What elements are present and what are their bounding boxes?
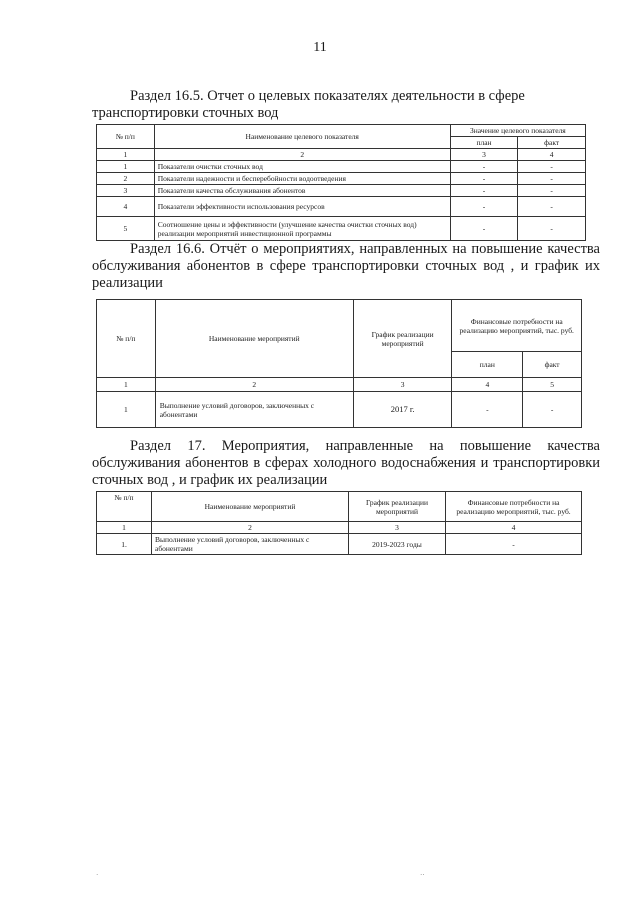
service-quality-measures-table (96, 299, 582, 428)
row-num: 4 (97, 197, 155, 217)
scan-mark: ·· (420, 871, 425, 879)
row-num: 2 (97, 173, 155, 185)
row-num: 1 (97, 161, 155, 173)
col-header-finance: Финансовые потребности на реализацию мероприятий, тыс. руб. (446, 492, 582, 522)
row-num: 1. (97, 534, 152, 555)
index-cell: 3 (353, 378, 452, 392)
col-header-name: Наименование мероприятий (155, 300, 353, 378)
row-fact: - (518, 185, 586, 197)
section-17-title-text: Раздел 17. Мероприятия, направленные на повышение качества обслуживания абонентов в сферах холодного водоснабжения и транспортировки сточных вод , и график их реализации (92, 438, 600, 488)
row-plan: - (450, 197, 518, 217)
row-name: Показатели качества обслуживания абонентов (154, 185, 450, 197)
table-row (97, 534, 582, 555)
scan-mark: · (96, 871, 99, 879)
col-header-num: № п/п (97, 125, 155, 149)
col-header-value: Значение целевого показателя (450, 125, 585, 137)
target-indicators-table (96, 124, 586, 241)
row-plan: - (450, 161, 518, 173)
index-row (97, 522, 582, 534)
col-header-name: Наименование целевого показателя (154, 125, 450, 149)
section-16-5-title (92, 88, 600, 122)
col-header-num: № п/п (97, 300, 156, 378)
row-fact: - (518, 161, 586, 173)
row-name: Показатели эффективности использования ресурсов (154, 197, 450, 217)
index-cell: 3 (450, 149, 518, 161)
section-16-5-title-line1: Раздел 16.5. Отчет о целевых показателях деятельности в сфере (130, 88, 525, 104)
row-plan: - (450, 217, 518, 241)
section-16-6-title (92, 241, 600, 292)
index-cell: 2 (154, 149, 450, 161)
row-num: 3 (97, 185, 155, 197)
col-header-name: Наименование мероприятий (152, 492, 349, 522)
col-header-finance: Финансовые потребности на реализацию мероприятий, тыс. руб. (452, 300, 582, 352)
index-cell: 1 (97, 149, 155, 161)
section-16-6-title-text: Раздел 16.6. Отчёт о мероприятиях, направленных на повышение качества обслуживания абонентов в сфере транспортировки сточных вод , и график их реализации (92, 241, 600, 291)
index-row (97, 149, 586, 161)
row-schedule: 2019-2023 годы (349, 534, 446, 555)
col-header-fact: факт (518, 137, 586, 149)
page-number: 11 (313, 40, 327, 55)
row-name: Соотношение цены и эффективности (улучшение качества очистки сточных вод) реализации мероприятий инвестиционной программы (154, 217, 450, 241)
col-header-plan: план (452, 352, 523, 378)
index-cell: 1 (97, 522, 152, 534)
table-row (97, 197, 586, 217)
row-schedule: 2017 г. (353, 392, 452, 428)
section-17-title (92, 438, 600, 489)
row-fact: - (518, 173, 586, 185)
row-plan: - (452, 392, 523, 428)
row-name: Выполнение условий договоров, заключенных с абонентами (152, 534, 349, 555)
row-plan: - (450, 173, 518, 185)
table-row (97, 185, 586, 197)
col-header-num: № п/п (97, 492, 152, 522)
index-cell: 4 (518, 149, 586, 161)
index-row (97, 378, 582, 392)
col-header-schedule: График реализации мероприятий (349, 492, 446, 522)
index-cell: 3 (349, 522, 446, 534)
row-num: 1 (97, 392, 156, 428)
row-name: Показатели надежности и бесперебойности водоотведения (154, 173, 450, 185)
index-cell: 1 (97, 378, 156, 392)
row-num: 5 (97, 217, 155, 241)
row-name: Показатели очистки сточных вод (154, 161, 450, 173)
table-row (97, 392, 582, 428)
row-fact: - (523, 392, 582, 428)
col-header-plan: план (450, 137, 518, 149)
table-row (97, 217, 586, 241)
row-finance: - (446, 534, 582, 555)
index-cell: 5 (523, 378, 582, 392)
index-cell: 2 (155, 378, 353, 392)
col-header-fact: факт (523, 352, 582, 378)
index-cell: 4 (452, 378, 523, 392)
index-cell: 2 (152, 522, 349, 534)
row-fact: - (518, 197, 586, 217)
col-header-schedule: График реализации мероприятий (353, 300, 452, 378)
section-16-5-title-line2: транспортировки сточных вод (92, 105, 279, 121)
index-cell: 4 (446, 522, 582, 534)
row-name: Выполнение условий договоров, заключенных с абонентами (155, 392, 353, 428)
row-fact: - (518, 217, 586, 241)
table-row (97, 173, 586, 185)
cold-water-measures-table (96, 491, 582, 555)
table-row (97, 161, 586, 173)
row-plan: - (450, 185, 518, 197)
